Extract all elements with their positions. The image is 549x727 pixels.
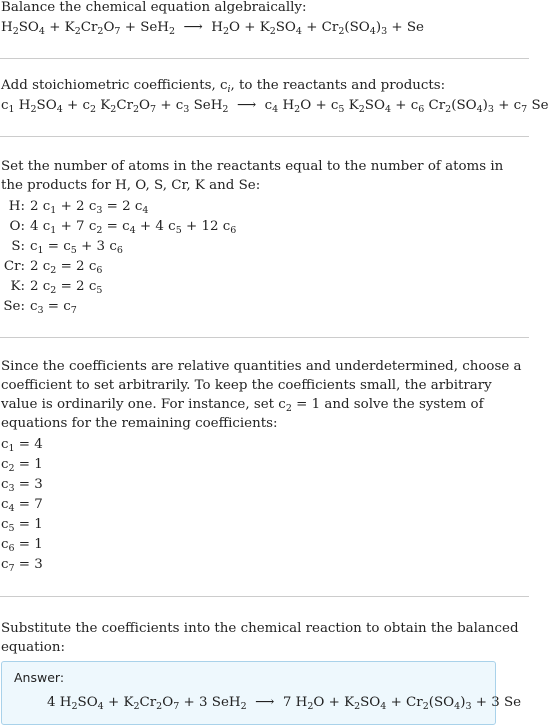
section-5-intro: Substitute the coefficients into the chemical reaction to obtain the balanced equation: [1, 621, 519, 655]
section-2-intro: Add stoichiometric coefficients, $c_i$, to the reactants and products: [1, 78, 446, 95]
solution-row: $c_5 = 1$ [1, 517, 43, 534]
divider [0, 58, 529, 59]
solution-row: $c_2 = 1$ [1, 457, 43, 474]
atom-equation-row: O: 4 $c_1 + 7$ $c_2 = c_4 + 4$ $c_5 + 12$ $c_6$ [9, 219, 237, 236]
atom-equation-row: H: 2 $c_1 + 2$ $c_3 = 2$ $c_4$ [8, 199, 149, 216]
answer-label: Answer: [14, 670, 65, 685]
solution-row: $c_7 = 3$ [1, 557, 43, 574]
divider [0, 596, 529, 597]
divider [0, 337, 529, 338]
solution-row: $c_4 = 7$ [1, 497, 43, 514]
solution-row: $c_6 = 1$ [1, 537, 43, 554]
atom-equation-row: Cr: 2 $c_2 = 2$ $c_6$ [3, 259, 103, 276]
unbalanced-equation: $H_2SO_4 + K_2Cr_2O_7 + SeH_2$ ⟶ $H_2O + K_2SO_4 + Cr_2(SO_4)_3 + Se$ [1, 20, 424, 37]
section-4-intro: Since the coefficients are relative quantities and underdetermined, choose a coefficient to set arbitrarily. To keep the coefficients small, the arbitrary value is ordinarily one. For instance, set $c_2 = 1$ and solve the system of equations for the remaining coefficients: [1, 359, 522, 431]
answer-box [1, 661, 522, 725]
balanced-equation: 4 $H_2SO_4 + K_2Cr_2O_7 + 3$ SeH$_2$ ⟶ 7 $H_2O + K_2SO_4 + Cr_2(SO_4)_3 + 3$ Se [47, 695, 522, 712]
atom-equation-row: K: 2 $c_2 = 2$ $c_5$ [10, 279, 103, 296]
solution-row: $c_1 = 4$ [1, 437, 43, 454]
atom-equation-row: S: $c_1 = c_5 + 3$ $c_6$ [11, 239, 123, 256]
atom-equation-row: Se: $c_3 = c_7$ [3, 299, 77, 316]
section-3-intro: Set the number of atoms in the reactants equal to the number of atoms in the products for H, O, S, Cr, K and Se: [1, 159, 504, 193]
section-1-intro: Balance the chemical equation algebraically: [1, 0, 307, 15]
coefficient-equation: $c_1$ $H_2SO_4 + c_2$ $K_2Cr_2O_7 + c_3$ SeH$_2$ ⟶ $c_4$ $H_2O + c_5$ $K_2SO_4 + c_6$ $Cr_2(SO_4)_3 + c_7$ Se [1, 98, 549, 115]
solution-row: $c_3 = 3$ [1, 477, 43, 494]
divider [0, 136, 529, 137]
